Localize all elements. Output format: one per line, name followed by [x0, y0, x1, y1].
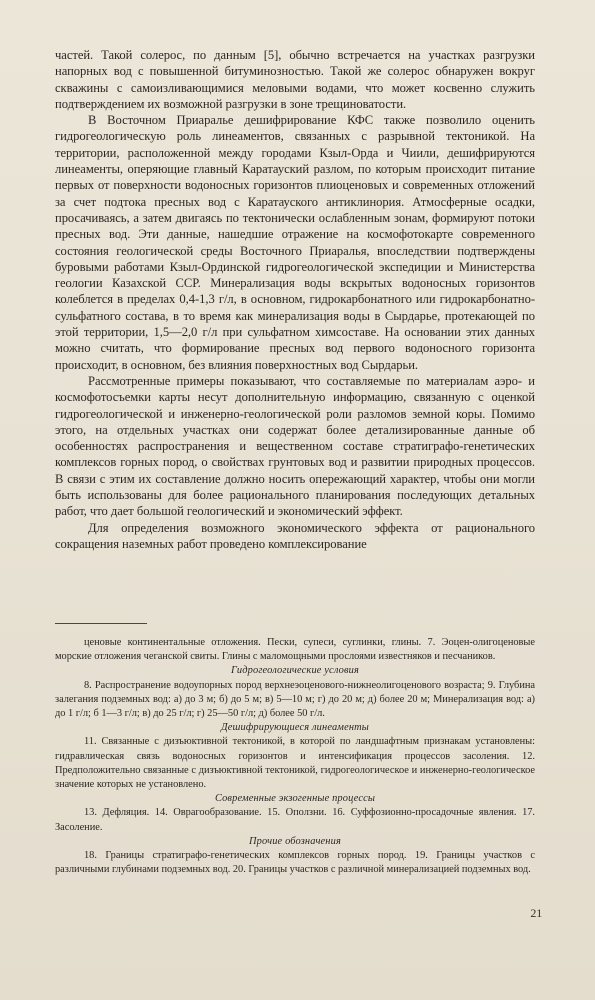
paragraph-3: Рассмотренные примеры показывают, что составляемые по материалам аэро- и космофотосъемки карты несут дополнительную информацию, связанную с оценкой гидрогеологической и инженерно-геологической роли разломов земной коры. Помимо этого, на отдельных участках они содержат более детализированные данные об особенностях распространения и вещественном составе стратиграфо-генетических комплексов горных пород, о свойствах грунтовых вод и развитии природных процессов. В связи с этим их составление должно носить опережающий характер, чтобы они могли быть использованы для более рационального планирования последующих детальных работ, что дает большой геологический и экономический эффект.: [55, 373, 535, 519]
paragraph-4: Для определения возможного экономического эффекта от рационального сокращения наземных работ проведено комплексирование: [55, 520, 535, 551]
paragraph-1: частей. Такой солерос, по данным [5], обычно встречается на участках разгрузки напорных вод с повышенной битуминозностью. Такой же солерос обнаружен вокруг скважины с самоизливающимися меловыми водами, что может косвенно служить подтверждением их возможной разгрузки в зоне трещиноватости.: [55, 48, 535, 111]
legend-heading-other: Прочие обозначения: [249, 835, 341, 847]
legend-heading-processes: Современные экзогенные процессы: [214, 793, 376, 805]
footnote-divider: [55, 623, 147, 624]
main-text: [55, 47, 535, 552]
legend-item-1: ценовые континентальные отложения. Пески, супеси, суглинки, глины. 7. Эоцен-олигоценовые морские отложения чеганской свиты. Глины с маломощными прослоями известняков и песчаников.: [55, 637, 535, 663]
legend-item-4: 13. Дефляция. 14. Оврагообразование. 15. Оползни. 16. Суффозионно-просадочные явления. 17. Засоление.: [55, 807, 535, 833]
page-number: 21: [530, 906, 542, 920]
legend-heading-lineaments: Дешифрирующиеся линеаменты: [221, 722, 369, 734]
legend-item-2: 8. Распространение водоупорных пород верхнеэоценового-нижнеолигоценового возраста; 9. Глубина залегания подземных вод: а) до 3 м; б) до 5 м; в) 5—10 м; г) до 20 м; д) более 20 м; Минерализация вод: а) до 1 г/л; б 1—3 г/л; в) до 25 г/л; г) 25—50 г/л; д) более 50 г/л.: [55, 679, 535, 720]
legend-text: [55, 636, 535, 877]
legend-item-3: 11. Связанные с дизъюктивной тектоникой, в которой по ландшафтным признакам установлены: гидравлическая связь водоносных горизонтов и интенсификация процессов засоления. 12. Предположительно связанные с дизъюктивной тектоникой, гидрогеологическое и инженерно-геологическое значение которых не установлено.: [55, 736, 535, 791]
legend-item-5: 18. Границы стратиграфо-генетических комплексов горных пород. 19. Границы участков с различными глубинами подземных вод. 20. Границы участков с различной минерализацией подземных вод.: [55, 850, 535, 876]
paragraph-2: В Восточном Приаралье дешифрирование КФС также позволило оценить гидрогеологическую роль линеаментов, связанных с разрывной тектоникой. На территории, расположенной между городами Кзыл-Орда и Чиили, дешифрируются линеаменты, оперяющие главный Каратауский разлом, по которым происходит питание первых от поверхности водоносных горизонтов плиоценовых и современных отложений за счет подтока пресных вод с Каратауского антиклинория. Атмосферные осадки, просачиваясь, а затем двигаясь по тектонически ослабленным зонам, формируют потоки пресных вод. Эти данные, нашедшие отражение на космофотокарте современного состояния геологической среды Восточного Приаралья, впоследствии подтверждены буровыми работами Кзыл-Ординской гидрогеологической экспедиции и Министерства геологии Казахской ССР. Минерализация воды вскрытых водоносных горизонтов колеблется в пределах 0,4-1,3 г/л, в основном, гидрокарбонатного или гидрокарбонатно-сульфатного состава, в то время как минерализация воды в Сырдарье, протекающей по этой территории, 1,5—2,0 г/л при сульфатном химсоставе. На основании этих данных можно считать, что формирование пресных вод первого водоносного горизонта происходит, в основном, без влияния поверхностных вод Сырдарьи.: [55, 113, 535, 372]
legend-heading-hydro: Гидрогеологические условия: [231, 665, 359, 677]
